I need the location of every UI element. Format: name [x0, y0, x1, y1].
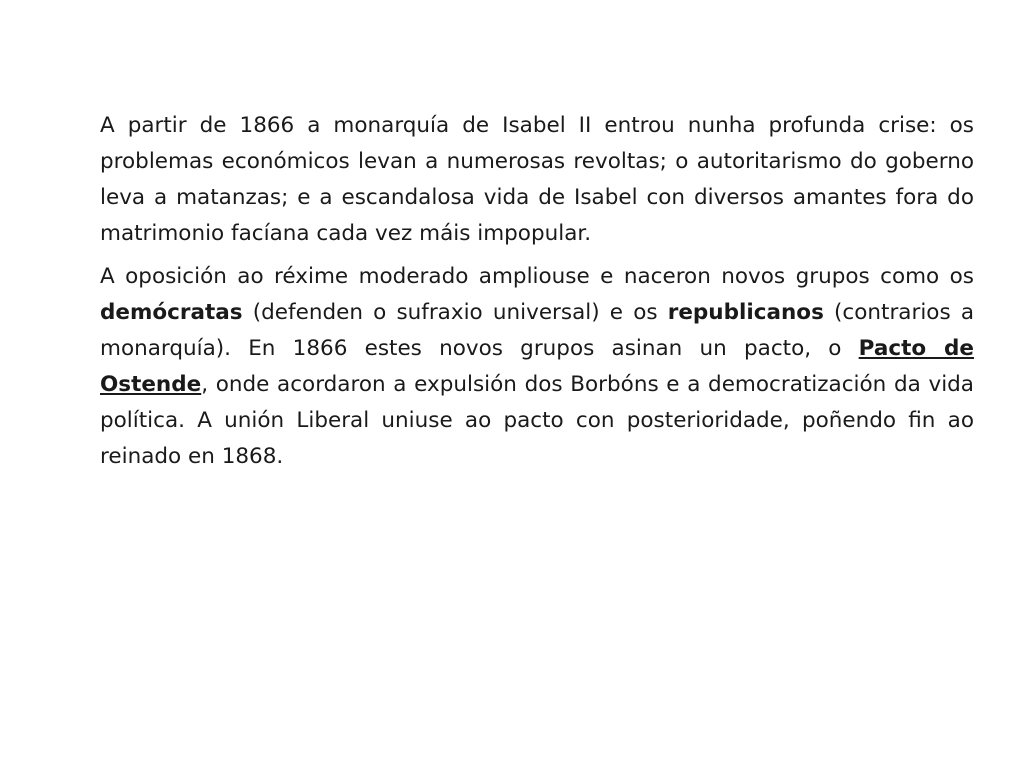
paragraph-2-text-2: (defenden o sufraxio universal) e os	[242, 300, 668, 325]
paragraph-2-text-3: (contrarios a monarquía). En 1866 estes novos grupos asinan un pacto, o	[100, 300, 974, 361]
term-republicanos: republicanos	[667, 300, 824, 325]
paragraph-2-text-4: , onde acordaron a expulsión dos Borbóns e a democratización da vida política. A unión Liberal uniuse ao pacto con posterioridade, poñendo fin ao reinado en 1868.	[100, 372, 974, 469]
text-box	[100, 108, 974, 482]
paragraph-1: A partir de 1866 a monarquía de Isabel II entrou nunha profunda crise: os problemas económicos levan a numerosas revoltas; o autoritarismo do goberno leva a matanzas; e a escandalosa vida de Isabel con diversos amantes fora do matrimonio facíana cada vez máis impopular.	[100, 113, 974, 246]
term-democratas: demócratas	[100, 300, 243, 325]
paragraph-2-text-1: A oposición ao réxime moderado ampliouse e naceron novos grupos como os	[100, 264, 974, 289]
term-pacto-de-ostende: Pacto de Ostende	[100, 336, 974, 397]
paragraph-2	[100, 259, 974, 475]
